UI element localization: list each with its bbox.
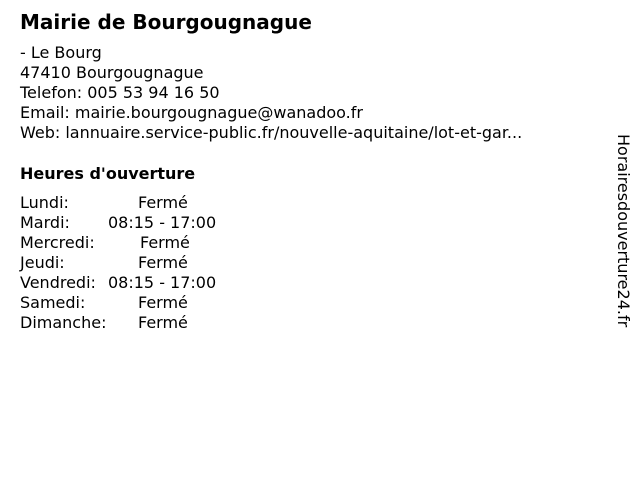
page-title: Mairie de Bourgougnague [20, 10, 312, 34]
day-label: Mercredi: [20, 233, 95, 252]
hours-row-thursday [20, 253, 320, 273]
hours-row-tuesday [20, 213, 320, 233]
opening-hours-heading: Heures d'ouverture [20, 164, 196, 183]
day-label: Jeudi: [20, 253, 65, 272]
day-hours: Fermé [138, 193, 188, 212]
hours-row-monday [20, 193, 320, 213]
hours-row-sunday [20, 313, 320, 333]
day-label: Lundi: [20, 193, 69, 212]
opening-hours-table [20, 193, 320, 333]
day-hours: Fermé [138, 313, 188, 332]
day-hours: Fermé [138, 253, 188, 272]
email-address: Email: mairie.bourgougnague@wanadoo.fr [20, 103, 363, 122]
site-watermark: Horairesdouverture24.fr [614, 134, 633, 328]
phone-number: Telefon: 005 53 94 16 50 [20, 83, 220, 102]
street-address: - Le Bourg [20, 43, 102, 62]
website-link: Web: lannuaire.service-public.fr/nouvelle-aquitaine/lot-et-gar... [20, 123, 523, 142]
day-label: Vendredi: [20, 273, 96, 292]
city-address: 47410 Bourgougnague [20, 63, 204, 82]
day-hours: 08:15 - 17:00 [108, 213, 217, 232]
hours-row-friday [20, 273, 320, 293]
hours-row-saturday [20, 293, 320, 313]
day-hours: 08:15 - 17:00 [108, 273, 217, 292]
day-label: Mardi: [20, 213, 70, 232]
hours-row-wednesday [20, 233, 320, 253]
day-label: Dimanche: [20, 313, 107, 332]
day-hours: Fermé [138, 293, 188, 312]
day-hours: Fermé [140, 233, 190, 252]
day-label: Samedi: [20, 293, 86, 312]
address-block [20, 43, 522, 143]
